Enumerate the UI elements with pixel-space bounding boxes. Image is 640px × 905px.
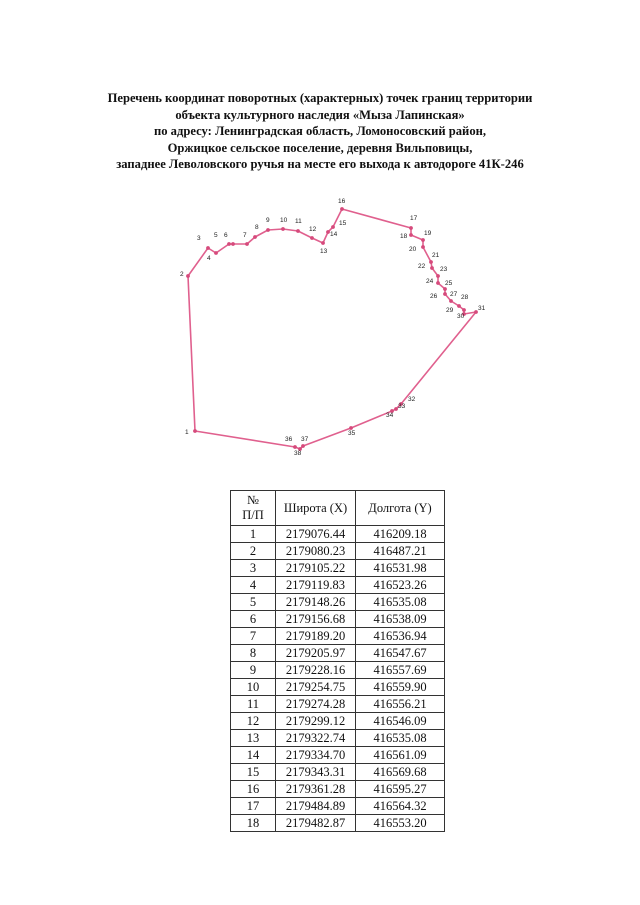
table-row: [231, 611, 445, 628]
table-row: [231, 747, 445, 764]
boundary-point-27: [449, 299, 453, 303]
table-row: [231, 628, 445, 645]
boundary-point-21: [429, 260, 433, 264]
cell-number: 14: [231, 747, 276, 764]
cell-number: 4: [231, 577, 276, 594]
cell-number: 3: [231, 560, 276, 577]
cell-longitude: 416561.09: [356, 747, 445, 764]
point-label-2: 2: [180, 271, 184, 278]
point-label-17: 17: [410, 215, 418, 222]
point-label-37: 37: [301, 436, 309, 443]
cell-longitude: 416546.09: [356, 713, 445, 730]
point-label-38: 38: [294, 450, 302, 457]
boundary-line: [188, 209, 476, 449]
boundary-point-17: [409, 226, 413, 230]
cell-number: 15: [231, 764, 276, 781]
point-label-19: 19: [424, 230, 432, 237]
cell-latitude: 2179148.26: [276, 594, 356, 611]
boundary-point-1: [193, 429, 197, 433]
table-row: [231, 815, 445, 832]
cell-latitude: 2179343.31: [276, 764, 356, 781]
point-label-25: 25: [445, 280, 453, 287]
point-label-1: 1: [185, 429, 189, 436]
cell-number: 8: [231, 645, 276, 662]
point-label-22: 22: [418, 263, 426, 270]
boundary-point-18: [409, 233, 413, 237]
boundary-point-23: [436, 274, 440, 278]
point-label-27: 27: [450, 291, 458, 298]
cell-longitude: 416556.21: [356, 696, 445, 713]
cell-latitude: 2179274.28: [276, 696, 356, 713]
cell-longitude: 416535.08: [356, 730, 445, 747]
cell-longitude: 416569.68: [356, 764, 445, 781]
cell-number: 9: [231, 662, 276, 679]
cell-latitude: 2179482.87: [276, 815, 356, 832]
point-label-24: 24: [426, 278, 434, 285]
table-row: [231, 679, 445, 696]
table-row: [231, 798, 445, 815]
boundary-point-6: [231, 242, 235, 246]
point-label-29: 29: [446, 307, 454, 314]
point-label-32: 32: [408, 396, 416, 403]
boundary-point-13: [321, 241, 325, 245]
cell-longitude: 416531.98: [356, 560, 445, 577]
cell-longitude: 416523.26: [356, 577, 445, 594]
table-header-row: [231, 491, 445, 526]
cell-number: 10: [231, 679, 276, 696]
cell-latitude: 2179322.74: [276, 730, 356, 747]
header-latitude: Широта (X): [276, 491, 356, 526]
cell-latitude: 2179361.28: [276, 781, 356, 798]
point-label-26: 26: [430, 293, 438, 300]
boundary-point-24: [436, 281, 440, 285]
boundary-point-4: [214, 251, 218, 255]
cell-number: 13: [231, 730, 276, 747]
cell-latitude: 2179299.12: [276, 713, 356, 730]
table-row: [231, 662, 445, 679]
table-row: [231, 645, 445, 662]
boundary-point-38: [293, 445, 297, 449]
cell-latitude: 2179080.23: [276, 543, 356, 560]
boundary-point-16: [340, 207, 344, 211]
cell-number: 11: [231, 696, 276, 713]
cell-latitude: 2179334.70: [276, 747, 356, 764]
boundary-point-22: [430, 266, 434, 270]
point-label-12: 12: [309, 226, 317, 233]
point-label-36: 36: [285, 436, 293, 443]
cell-longitude: 416538.09: [356, 611, 445, 628]
boundary-point-5: [227, 242, 231, 246]
point-label-10: 10: [280, 217, 288, 224]
table-row: [231, 730, 445, 747]
point-label-18: 18: [400, 233, 408, 240]
boundary-point-19: [421, 238, 425, 242]
cell-longitude: 416557.69: [356, 662, 445, 679]
boundary-point-7: [245, 242, 249, 246]
title-line-1: Перечень координат поворотных (характерных) точек границ территории: [107, 91, 533, 105]
cell-number: 17: [231, 798, 276, 815]
point-label-14: 14: [330, 231, 338, 238]
header-number: № П/П: [231, 491, 276, 526]
cell-latitude: 2179205.97: [276, 645, 356, 662]
boundary-point-20: [421, 245, 425, 249]
title-line-5: западнее Леволовского ручья на месте его выхода к автодороге 41К-246: [116, 157, 524, 171]
cell-longitude: 416553.20: [356, 815, 445, 832]
boundary-point-10: [281, 227, 285, 231]
point-label-8: 8: [255, 224, 259, 231]
cell-number: 2: [231, 543, 276, 560]
point-label-3: 3: [197, 235, 201, 242]
table-row: [231, 764, 445, 781]
title-line-4: Оржицкое сельское поселение, деревня Вильповицы,: [167, 140, 473, 155]
cell-latitude: 2179119.83: [276, 577, 356, 594]
point-label-23: 23: [440, 266, 448, 273]
cell-longitude: 416595.27: [356, 781, 445, 798]
cell-latitude: 2179228.16: [276, 662, 356, 679]
table-row: [231, 543, 445, 560]
boundary-point-28: [457, 304, 461, 308]
boundary-point-3: [206, 246, 210, 250]
cell-latitude: 2179254.75: [276, 679, 356, 696]
point-label-34: 34: [386, 412, 394, 419]
cell-latitude: 2179156.68: [276, 611, 356, 628]
cell-longitude: 416559.90: [356, 679, 445, 696]
cell-number: 12: [231, 713, 276, 730]
table-row: [231, 526, 445, 543]
title-line-2: объекта культурного наследия «Мыза Лапинская»: [175, 107, 465, 122]
point-label-4: 4: [207, 255, 211, 262]
boundary-point-15: [331, 225, 335, 229]
cell-longitude: 416536.94: [356, 628, 445, 645]
table-row: [231, 781, 445, 798]
point-label-16: 16: [338, 198, 346, 205]
cell-longitude: 416535.08: [356, 594, 445, 611]
table-row: [231, 594, 445, 611]
table-row: [231, 560, 445, 577]
cell-latitude: 2179189.20: [276, 628, 356, 645]
point-label-28: 28: [461, 294, 469, 301]
table-row: [231, 577, 445, 594]
point-label-21: 21: [432, 252, 440, 259]
cell-number: 6: [231, 611, 276, 628]
point-label-9: 9: [266, 217, 270, 224]
point-label-5: 5: [214, 232, 218, 239]
cell-longitude: 416487.21: [356, 543, 445, 560]
cell-longitude: 416209.18: [356, 526, 445, 543]
boundary-point-9: [266, 228, 270, 232]
point-label-35: 35: [348, 430, 356, 437]
title-line-3: по адресу: Ленинградская область, Ломоносовский район,: [153, 124, 487, 138]
cell-latitude: 2179105.22: [276, 560, 356, 577]
boundary-point-26: [443, 292, 447, 296]
cell-number: 1: [231, 526, 276, 543]
point-label-11: 11: [295, 218, 302, 225]
boundary-point-11: [296, 229, 300, 233]
point-label-33: 33: [398, 403, 406, 410]
cell-latitude: 2179484.89: [276, 798, 356, 815]
table-row: [231, 696, 445, 713]
boundary-point-12: [310, 236, 314, 240]
boundary-point-36: [301, 444, 305, 448]
table-row: [231, 713, 445, 730]
boundary-point-25: [443, 287, 447, 291]
cell-number: 7: [231, 628, 276, 645]
point-label-7: 7: [243, 232, 247, 239]
boundary-point-2: [186, 274, 190, 278]
cell-number: 16: [231, 781, 276, 798]
cell-longitude: 416564.32: [356, 798, 445, 815]
point-label-15: 15: [339, 220, 347, 227]
table-body: [231, 526, 445, 832]
header-longitude: Долгота (Y): [356, 491, 445, 526]
cell-number: 5: [231, 594, 276, 611]
point-label-13: 13: [320, 248, 328, 255]
coordinates-table: [230, 490, 445, 832]
point-label-30: 30: [457, 313, 465, 320]
boundary-point-8: [253, 235, 257, 239]
cell-longitude: 416547.67: [356, 645, 445, 662]
point-label-31: 31: [478, 305, 486, 312]
cell-number: 18: [231, 815, 276, 832]
cell-latitude: 2179076.44: [276, 526, 356, 543]
boundary-point-29: [462, 308, 466, 312]
point-label-6: 6: [224, 232, 228, 239]
point-label-20: 20: [409, 246, 417, 253]
